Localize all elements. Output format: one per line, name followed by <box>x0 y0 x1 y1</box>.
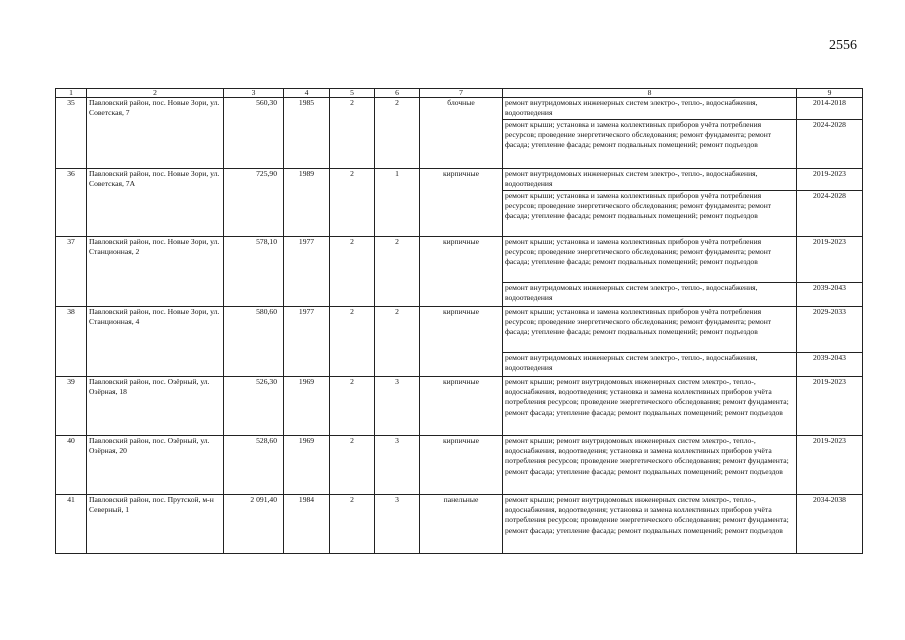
year-cell: 1989 <box>284 169 330 237</box>
entrances-cell: 2 <box>375 98 420 169</box>
row-number-cell: 37 <box>56 237 87 307</box>
wall-material-cell: кирпичные <box>420 307 503 377</box>
period-cell: 2039-2043 <box>797 283 863 307</box>
entrances-cell: 1 <box>375 169 420 237</box>
works-cell: ремонт внутридомовых инженерных систем электро-, тепло-, водоснабжения, водоотведения <box>503 169 797 191</box>
table-row <box>56 237 863 283</box>
address-cell: Павловский район, пос. Озёрный, ул. Озёрная, 20 <box>87 436 224 495</box>
period-cell: 2039-2043 <box>797 353 863 377</box>
wall-material-cell: кирпичные <box>420 237 503 307</box>
wall-material-cell: кирпичные <box>420 169 503 237</box>
table-body <box>56 89 863 554</box>
address-cell: Павловский район, пос. Новые Зори, ул. Советская, 7А <box>87 169 224 237</box>
period-cell: 2024-2028 <box>797 191 863 237</box>
floors-cell: 2 <box>330 377 375 436</box>
floors-cell: 2 <box>330 495 375 554</box>
row-number-cell: 40 <box>56 436 87 495</box>
floors-cell: 2 <box>330 98 375 169</box>
column-number: 4 <box>284 89 330 98</box>
entrances-cell: 2 <box>375 237 420 307</box>
area-cell: 528,60 <box>224 436 284 495</box>
area-cell: 725,90 <box>224 169 284 237</box>
period-cell: 2029-2033 <box>797 307 863 353</box>
floors-cell: 2 <box>330 307 375 377</box>
page-number: 2556 <box>829 38 857 53</box>
address-cell: Павловский район, пос. Озёрный, ул. Озёрная, 18 <box>87 377 224 436</box>
period-cell: 2034-2038 <box>797 495 863 554</box>
area-cell: 560,30 <box>224 98 284 169</box>
row-number-cell: 35 <box>56 98 87 169</box>
table-row <box>56 307 863 353</box>
column-number-header-row <box>56 89 863 98</box>
address-cell: Павловский район, пос. Новые Зори, ул. Станционная, 4 <box>87 307 224 377</box>
period-cell: 2019-2023 <box>797 169 863 191</box>
wall-material-cell: панельные <box>420 495 503 554</box>
column-number: 3 <box>224 89 284 98</box>
period-cell: 2019-2023 <box>797 237 863 283</box>
table-row <box>56 98 863 120</box>
works-cell: ремонт внутридомовых инженерных систем электро-, тепло-, водоснабжения, водоотведения <box>503 283 797 307</box>
year-cell: 1977 <box>284 307 330 377</box>
row-number-cell: 41 <box>56 495 87 554</box>
entrances-cell: 3 <box>375 436 420 495</box>
entrances-cell: 2 <box>375 307 420 377</box>
row-number-cell: 39 <box>56 377 87 436</box>
works-cell: ремонт крыши; ремонт внутридомовых инженерных систем электро-, тепло-, водоснабжения, водоотведения; установка и замена коллективных приборов учёта потребления ресурсов; проведение энергетического обследования; ремонт фундамента; ремонт фасада; утепление фасада; ремонт подвальных помещений; ремонт подъездов <box>503 436 797 495</box>
works-cell: ремонт крыши; установка и замена коллективных приборов учёта потребления ресурсов; проведение энергетического обследования; ремонт фундамента; ремонт фасада; утепление фасада; ремонт подвальных помещений; ремонт подъездов <box>503 191 797 237</box>
entrances-cell: 3 <box>375 495 420 554</box>
housing-repair-table <box>55 88 863 554</box>
period-cell: 2019-2023 <box>797 436 863 495</box>
table-row <box>56 169 863 191</box>
wall-material-cell: кирпичные <box>420 436 503 495</box>
row-number-cell: 38 <box>56 307 87 377</box>
column-number: 9 <box>797 89 863 98</box>
floors-cell: 2 <box>330 436 375 495</box>
table-row <box>56 436 863 495</box>
works-cell: ремонт крыши; ремонт внутридомовых инженерных систем электро-, тепло-, водоснабжения, водоотведения; установка и замена коллективных приборов учёта потребления ресурсов; проведение энергетического обследования; ремонт фундамента; ремонт фасада; утепление фасада; ремонт подвальных помещений; ремонт подъездов <box>503 495 797 554</box>
area-cell: 578,10 <box>224 237 284 307</box>
entrances-cell: 3 <box>375 377 420 436</box>
column-number: 1 <box>56 89 87 98</box>
works-cell: ремонт крыши; установка и замена коллективных приборов учёта потребления ресурсов; проведение энергетического обследования; ремонт фундамента; ремонт фасада; утепление фасада; ремонт подвальных помещений; ремонт подъездов <box>503 237 797 283</box>
works-cell: ремонт крыши; установка и замена коллективных приборов учёта потребления ресурсов; проведение энергетического обследования; ремонт фундамента; ремонт фасада; утепление фасада; ремонт подвальных помещений; ремонт подъездов <box>503 307 797 353</box>
area-cell: 580,60 <box>224 307 284 377</box>
table-row <box>56 495 863 554</box>
column-number: 7 <box>420 89 503 98</box>
period-cell: 2014-2018 <box>797 98 863 120</box>
table-row <box>56 377 863 436</box>
works-cell: ремонт внутридомовых инженерных систем электро-, тепло-, водоснабжения, водоотведения <box>503 353 797 377</box>
year-cell: 1985 <box>284 98 330 169</box>
address-cell: Павловский район, пос. Прутской, м-н Северный, 1 <box>87 495 224 554</box>
column-number: 2 <box>87 89 224 98</box>
year-cell: 1977 <box>284 237 330 307</box>
floors-cell: 2 <box>330 237 375 307</box>
period-cell: 2024-2028 <box>797 120 863 169</box>
works-cell: ремонт крыши; установка и замена коллективных приборов учёта потребления ресурсов; проведение энергетического обследования; ремонт фундамента; ремонт фасада; утепление фасада; ремонт подвальных помещений; ремонт подъездов <box>503 120 797 169</box>
wall-material-cell: кирпичные <box>420 377 503 436</box>
address-cell: Павловский район, пос. Новые Зори, ул. Советская, 7 <box>87 98 224 169</box>
column-number: 5 <box>330 89 375 98</box>
column-number: 6 <box>375 89 420 98</box>
wall-material-cell: блочные <box>420 98 503 169</box>
period-cell: 2019-2023 <box>797 377 863 436</box>
works-cell: ремонт внутридомовых инженерных систем электро-, тепло-, водоснабжения, водоотведения <box>503 98 797 120</box>
year-cell: 1969 <box>284 377 330 436</box>
area-cell: 2 091,40 <box>224 495 284 554</box>
area-cell: 526,30 <box>224 377 284 436</box>
year-cell: 1984 <box>284 495 330 554</box>
column-number: 8 <box>503 89 797 98</box>
works-cell: ремонт крыши; ремонт внутридомовых инженерных систем электро-, тепло-, водоснабжения, водоотведения; установка и замена коллективных приборов учёта потребления ресурсов; проведение энергетического обследования; ремонт фундамента; ремонт фасада; утепление фасада; ремонт подвальных помещений; ремонт подъездов <box>503 377 797 436</box>
address-cell: Павловский район, пос. Новые Зори, ул. Станционная, 2 <box>87 237 224 307</box>
year-cell: 1969 <box>284 436 330 495</box>
row-number-cell: 36 <box>56 169 87 237</box>
floors-cell: 2 <box>330 169 375 237</box>
